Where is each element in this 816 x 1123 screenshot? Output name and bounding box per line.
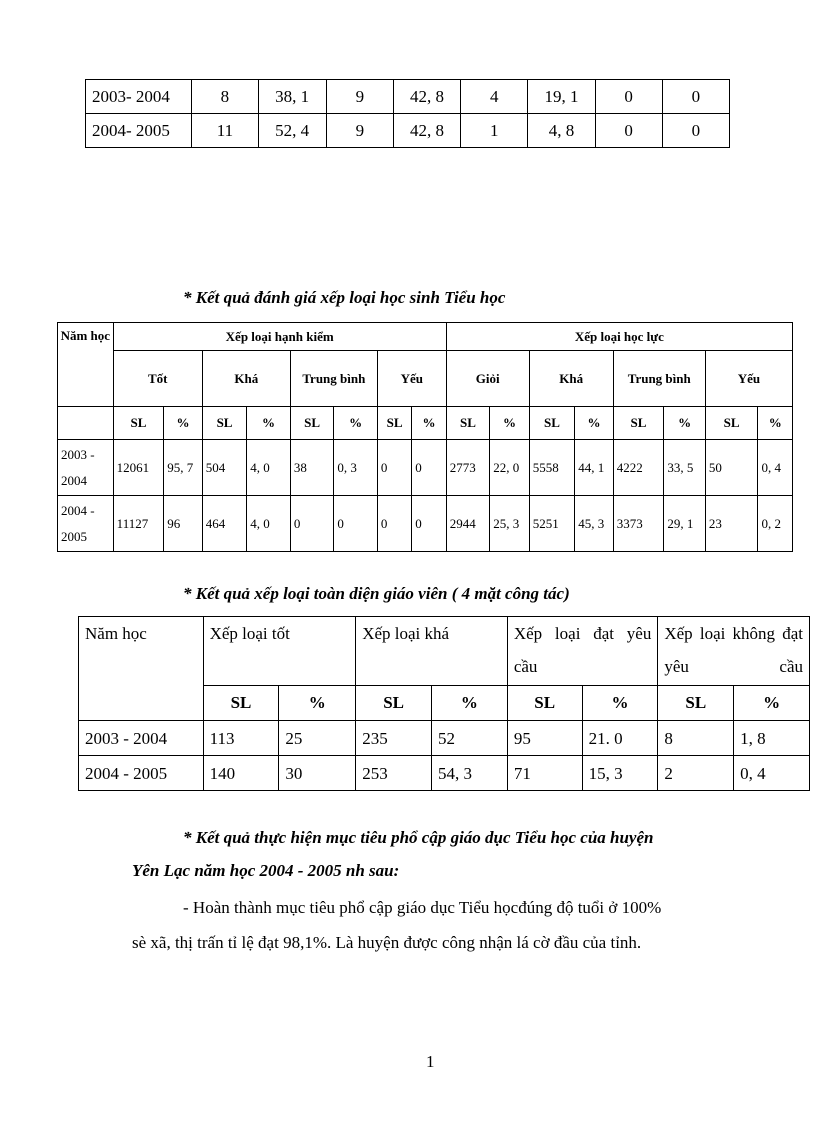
table-row [58, 440, 793, 496]
sl-header: SL [203, 686, 279, 721]
table-cell: 140 [203, 756, 279, 791]
table-cell: 253 [356, 756, 432, 791]
pct-header: % [164, 407, 202, 440]
table-cell: 42, 8 [393, 114, 460, 148]
universalization-heading-cont: Yên Lạc năm học 2004 - 2005 nh sau: [132, 861, 400, 880]
table-cell: 0, 4 [734, 756, 810, 791]
sl-header: SL [507, 686, 582, 721]
pct-header: % [247, 407, 291, 440]
year-cell: 2004 - 2005 [79, 756, 204, 791]
category-header: Yếu [377, 351, 446, 407]
table-cell [58, 407, 114, 440]
pct-header: % [279, 686, 356, 721]
table-cell: 42, 8 [393, 80, 460, 114]
table-cell: 11 [192, 114, 258, 148]
table-cell: 1, 8 [734, 721, 810, 756]
sl-header: SL [290, 407, 334, 440]
table-cell: 44, 1 [575, 440, 613, 496]
universalization-heading: * Kết quả thực hiện mục tiêu phổ cập giáo dục Tiểu học của huyện [183, 828, 654, 847]
table-cell: 8 [192, 80, 258, 114]
pct-header: % [490, 407, 529, 440]
table-cell: 15, 3 [582, 756, 658, 791]
teacher-ranking-heading: * Kết quả xếp loại toàn diện giáo viên ( 4 mặt công tác) [183, 584, 570, 603]
table-cell: 464 [202, 496, 247, 552]
table-cell: 504 [202, 440, 247, 496]
table-cell: 4, 8 [528, 114, 595, 148]
table-cell: 0 [377, 440, 411, 496]
table-header-row [58, 351, 793, 407]
table-header-row [58, 407, 793, 440]
result-table-continued [85, 79, 730, 148]
table-cell: 0, 2 [758, 496, 793, 552]
year-cell: 2003 - 2004 [79, 721, 204, 756]
table-cell: 25 [279, 721, 356, 756]
table-row [58, 496, 793, 552]
table-cell: 50 [705, 440, 758, 496]
table-cell: 2773 [446, 440, 490, 496]
table-cell: 8 [658, 721, 734, 756]
body-text: - Hoàn thành mục tiêu phổ cập giáo dục Tiểu họcđúng độ tuổi ở 100% [183, 898, 662, 917]
table-cell: 4222 [613, 440, 664, 496]
sl-header: SL [446, 407, 490, 440]
pct-header: % [582, 686, 658, 721]
table-cell: 4 [461, 80, 528, 114]
pct-header: % [734, 686, 810, 721]
category-header: Xếp loại tốt [203, 617, 356, 686]
table-cell: 45, 3 [575, 496, 613, 552]
table-cell: 29, 1 [664, 496, 706, 552]
table-cell: 9 [326, 80, 393, 114]
table-cell: 5251 [529, 496, 575, 552]
table-cell: 5558 [529, 440, 575, 496]
sl-header: SL [613, 407, 664, 440]
sl-header: SL [658, 686, 734, 721]
pct-header: % [412, 407, 446, 440]
table-cell: 22, 0 [490, 440, 529, 496]
page-number: 1 [426, 1052, 435, 1071]
sl-header: SL [356, 686, 432, 721]
table-cell: 113 [203, 721, 279, 756]
pct-header: % [334, 407, 378, 440]
category-header: Xếp loại không đạt yêu cầu [658, 617, 810, 686]
category-header: Khá [202, 351, 290, 407]
table-header-row [79, 617, 810, 686]
table-cell: 95, 7 [164, 440, 202, 496]
year-header: Năm học [79, 617, 204, 721]
category-header: Khá [529, 351, 613, 407]
pct-header: % [664, 407, 706, 440]
table-cell: 0 [662, 80, 729, 114]
table-cell: 4, 0 [247, 496, 291, 552]
table-cell: 52, 4 [258, 114, 326, 148]
table-cell: 0 [412, 440, 446, 496]
table-cell: 0 [334, 496, 378, 552]
student-ranking-heading: * Kết quả đánh giá xếp loại học sinh Tiểu học [183, 288, 506, 307]
category-header: Trung bình [613, 351, 705, 407]
table-cell: 2 [658, 756, 734, 791]
table-cell: 11127 [113, 496, 164, 552]
table-cell: 2004- 2005 [86, 114, 192, 148]
table-cell: 54, 3 [432, 756, 508, 791]
table-cell: 0 [595, 80, 662, 114]
table-cell: 4, 0 [247, 440, 291, 496]
table-cell: 52 [432, 721, 508, 756]
table-cell: 0 [377, 496, 411, 552]
teacher-ranking-table [78, 616, 810, 791]
year-cell: 2004 - 2005 [58, 496, 114, 552]
table-cell: 21. 0 [582, 721, 658, 756]
table-cell: 30 [279, 756, 356, 791]
table-cell: 0 [412, 496, 446, 552]
category-header: Tốt [113, 351, 202, 407]
category-header: Trung bình [290, 351, 377, 407]
year-cell: 2003 - 2004 [58, 440, 114, 496]
table-row [79, 756, 810, 791]
table-cell: 0 [662, 114, 729, 148]
table-cell: 235 [356, 721, 432, 756]
table-cell: 95 [507, 721, 582, 756]
table-row [79, 721, 810, 756]
sl-header: SL [113, 407, 164, 440]
table-cell: 0 [595, 114, 662, 148]
student-ranking-table [57, 322, 793, 552]
sl-header: SL [202, 407, 247, 440]
academic-header: Xếp loại học lực [446, 323, 792, 351]
table-cell: 0, 3 [334, 440, 378, 496]
category-header: Xếp loại khá [356, 617, 508, 686]
table-cell: 23 [705, 496, 758, 552]
table-row [86, 80, 730, 114]
table-cell: 12061 [113, 440, 164, 496]
sl-header: SL [377, 407, 411, 440]
conduct-header: Xếp loại hạnh kiểm [113, 323, 446, 351]
table-cell: 33, 5 [664, 440, 706, 496]
table-cell: 96 [164, 496, 202, 552]
body-text: sè xã, thị trấn tỉ lệ đạt 98,1%. Là huyện được công nhận lá cờ đầu của tỉnh. [132, 933, 642, 952]
sl-header: SL [529, 407, 575, 440]
pct-header: % [758, 407, 793, 440]
table-cell: 3373 [613, 496, 664, 552]
table-cell: 0, 4 [758, 440, 793, 496]
table-cell: 38, 1 [258, 80, 326, 114]
table-cell: 25, 3 [490, 496, 529, 552]
category-header: Xếp loại đạt yêu cầu [507, 617, 658, 686]
category-header: Giỏi [446, 351, 529, 407]
table-cell: 9 [326, 114, 393, 148]
pct-header: % [575, 407, 613, 440]
table-header-row [58, 323, 793, 351]
table-cell: 19, 1 [528, 80, 595, 114]
table-cell: 2003- 2004 [86, 80, 192, 114]
sl-header: SL [705, 407, 758, 440]
category-header: Yếu [705, 351, 792, 407]
pct-header: % [432, 686, 508, 721]
table-cell: 1 [461, 114, 528, 148]
table-cell: 0 [290, 496, 334, 552]
table-cell: 71 [507, 756, 582, 791]
year-header: Năm học [58, 323, 114, 407]
table-row [86, 114, 730, 148]
table-cell: 38 [290, 440, 334, 496]
table-cell: 2944 [446, 496, 490, 552]
